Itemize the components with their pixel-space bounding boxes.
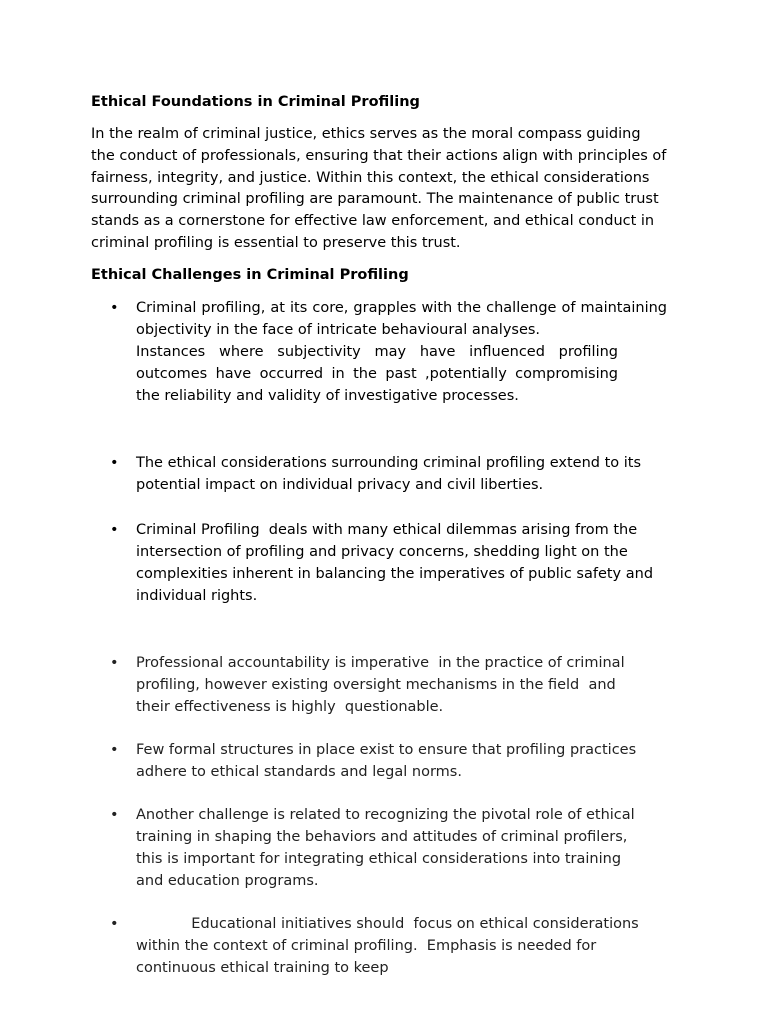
bullet-icon: •	[110, 300, 119, 316]
list-item-line: training in shaping the behaviors and attitudes of criminal profilers,	[136, 829, 628, 845]
list-item-text	[136, 452, 676, 496]
list-item-line: intersection of profiling and privacy concerns, shedding light on the	[136, 544, 628, 560]
list-item-line: Professional accountability is imperative in the practice of criminal	[136, 655, 625, 671]
paragraph-line: criminal profiling is essential to preserve this trust.	[91, 234, 461, 251]
section-heading-challenges: Ethical Challenges in Criminal Profiling	[91, 267, 409, 283]
list-item-line: Instances where subjectivity may have influenced profiling	[136, 344, 618, 360]
paragraph-line: In the realm of criminal justice, ethics serves as the moral compass guiding	[91, 126, 641, 142]
list-item-line: the reliability and validity of investigative processes.	[136, 388, 519, 404]
list-item-line: Educational initiatives should focus on ethical considerations	[136, 916, 639, 932]
list-item-text	[136, 519, 676, 607]
list-item-line: within the context of criminal profiling. Emphasis is needed for	[136, 938, 597, 954]
list-item-text	[136, 913, 676, 979]
list-item-line: continuous ethical training to keep	[136, 960, 389, 976]
list-item-line: potential impact on individual privacy and civil liberties.	[136, 477, 544, 493]
list-item-line: profiling, however existing oversight mechanisms in the field and	[136, 677, 616, 693]
list-item-line: objectivity in the face of intricate behavioural analyses.	[136, 322, 541, 338]
list-item-text	[136, 739, 676, 783]
list-item-line: Few formal structures in place exist to ensure that profiling practices	[136, 742, 637, 758]
list-item-line: The ethical considerations surrounding criminal profiling extend to its	[136, 455, 642, 471]
paragraph-line: the conduct of professionals, ensuring that their actions align with principles of	[91, 147, 667, 164]
bullet-icon: •	[110, 455, 119, 471]
list-item-text	[136, 652, 676, 718]
intro-paragraph	[91, 124, 681, 255]
list-item-line: Criminal profiling, at its core, grapples with the challenge of maintaining	[136, 300, 667, 316]
paragraph-line: stands as a cornerstone for effective law enforcement, and ethical conduct in	[91, 213, 655, 230]
bullet-icon: •	[110, 916, 119, 932]
list-item-line: adhere to ethical standards and legal norms.	[136, 764, 462, 780]
list-item-line: individual rights.	[136, 588, 258, 604]
bullet-icon: •	[110, 742, 119, 758]
list-item-line: outcomes have occurred in the past ,potentially compromising	[136, 366, 618, 382]
list-item-line: Another challenge is related to recognizing the pivotal role of ethical	[136, 807, 635, 823]
list-item-line: this is important for integrating ethical considerations into training	[136, 851, 622, 867]
bullet-icon: •	[110, 655, 119, 671]
section-heading-foundations: Ethical Foundations in Criminal Profiling	[91, 94, 420, 110]
bullet-icon: •	[110, 522, 119, 538]
list-item-line: complexities inherent in balancing the imperatives of public safety and	[136, 566, 654, 582]
list-item-text	[136, 297, 676, 407]
bullet-icon: •	[110, 807, 119, 823]
paragraph-line: fairness, integrity, and justice. Within this context, the ethical considerations	[91, 169, 650, 186]
list-item-line: Criminal Profiling deals with many ethical dilemmas arising from the	[136, 522, 638, 538]
list-item-text	[136, 804, 676, 892]
paragraph-line: surrounding criminal profiling are paramount. The maintenance of public trust	[91, 191, 659, 208]
list-item-line: their effectiveness is highly questionable.	[136, 699, 444, 715]
list-item-line: and education programs.	[136, 873, 319, 889]
